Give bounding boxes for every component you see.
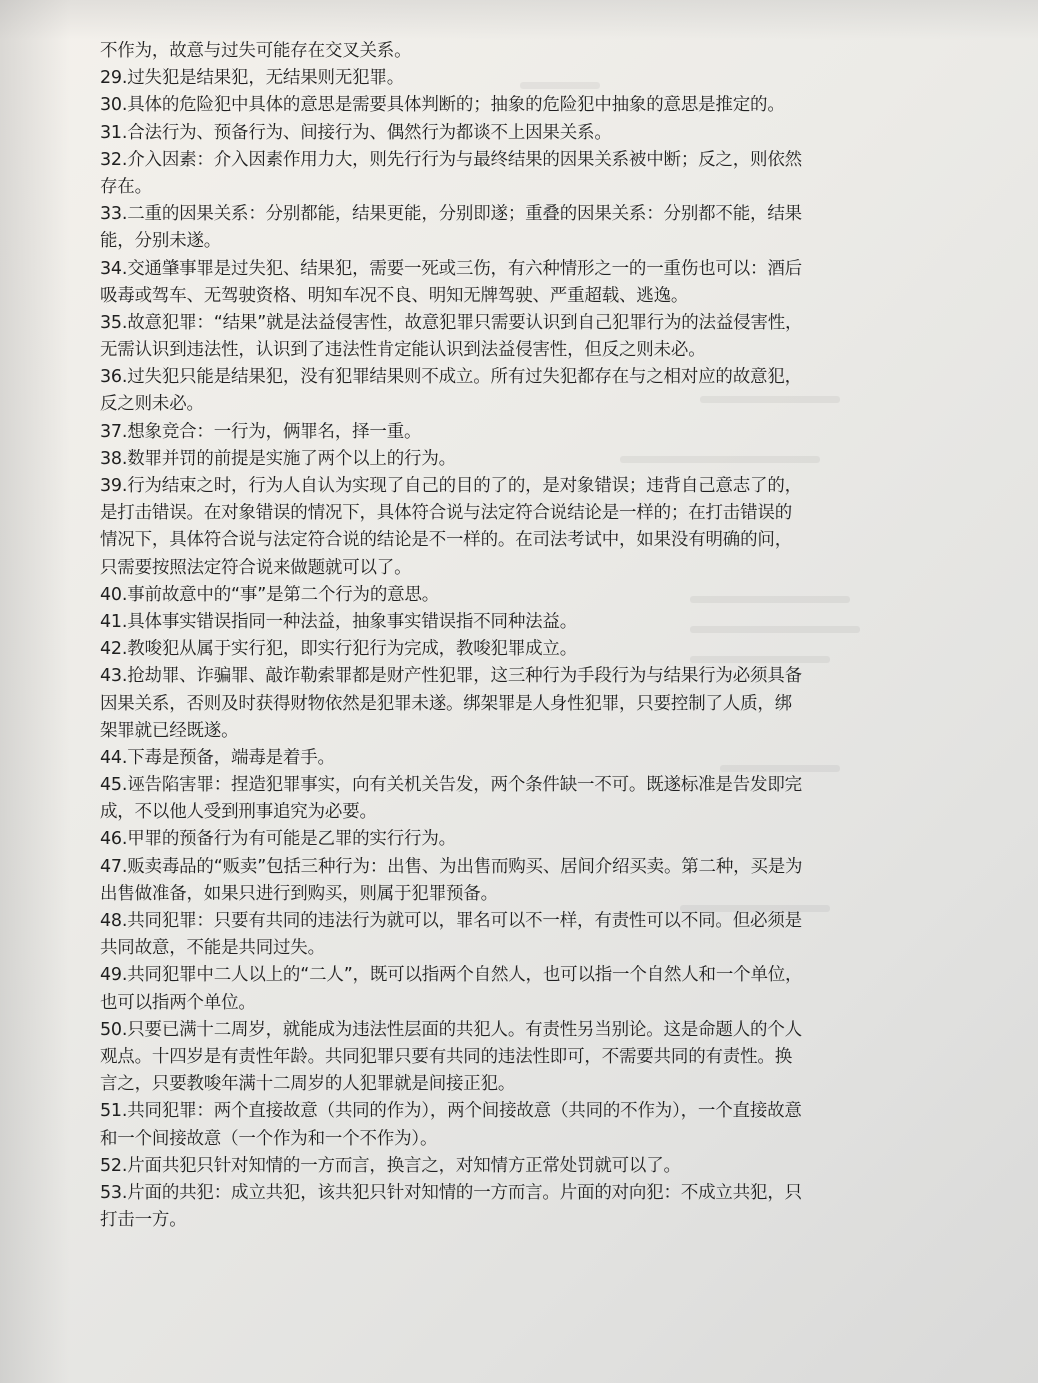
text-line: 存在。 — [100, 176, 152, 197]
text-line: 38.数罪并罚的前提是实施了两个以上的行为。 — [100, 448, 456, 469]
text-line: 30.具体的危险犯中具体的意思是需要具体判断的；抽象的危险犯中抽象的意思是推定的。 — [100, 95, 785, 116]
text-line: 反之则未必。 — [100, 394, 204, 415]
text-line: 42.教唆犯从属于实行犯，即实行犯行为完成，教唆犯罪成立。 — [100, 639, 578, 660]
text-line: 出售做准备，如果只进行到购买，则属于犯罪预备。 — [100, 883, 498, 904]
text-line: 45.诬告陷害罪：捏造犯罪事实，向有关机关告发，两个条件缺一不可。既遂标准是告发即完 — [100, 775, 802, 796]
text-line: 49.共同犯罪中二人以上的“二人”，既可以指两个自然人，也可以指一个自然人和一个单位， — [100, 965, 803, 986]
text-line: 48.共同犯罪：只要有共同的违法行为就可以，罪名可以不一样，有责性可以不同。但必须是 — [100, 911, 802, 931]
text-line: 34.交通肇事罪是过失犯、结果犯，需要一死或三伤，有六种情形之一的一重伤也可以：酒后 — [100, 258, 802, 279]
text-line: 51.共同犯罪：两个直接故意（共同的作为），两个间接故意（共同的不作为），一个直接故意 — [100, 1101, 802, 1122]
text-line: 打击一方。 — [100, 1210, 187, 1231]
text-line: 35.故意犯罪：“结果”就是法益侵害性，故意犯罪只需要认识到自己犯罪行为的法益侵害性， — [100, 312, 803, 333]
text-line: 架罪就已经既遂。 — [100, 720, 239, 741]
text-line: 44.下毒是预备，端毒是着手。 — [100, 747, 335, 768]
text-line: 33.二重的因果关系：分别都能，结果更能，分别即遂；重叠的因果关系：分别都不能，结果 — [100, 204, 802, 225]
text-line: 无需认识到违法性，认识到了违法性肯定能认识到法益侵害性，但反之则未必。 — [100, 340, 706, 361]
text-line: 能，分别未遂。 — [100, 231, 222, 252]
text-line: 成，不以他人受到刑事追究为必要。 — [100, 802, 377, 823]
text-line: 40.事前故意中的“事”是第二个行为的意思。 — [100, 584, 440, 605]
text-line: 32.介入因素：介入因素作用力大，则先行行为与最终结果的因果关系被中断；反之，则依然 — [100, 149, 802, 170]
text-line: 不作为，故意与过失可能存在交叉关系。 — [100, 41, 412, 61]
text-line: 因果关系，否则及时获得财物依然是犯罪未遂。绑架罪是人身性犯罪，只要控制了人质，绑 — [100, 693, 792, 714]
text-line: 47.贩卖毒品的“贩卖”包括三种行为：出售、为出售而购买、居间介绍买卖。第二种，买是为 — [100, 856, 803, 877]
page-shadow-left — [0, 0, 70, 1383]
text-line: 43.抢劫罪、诈骗罪、敲诈勒索罪都是财产性犯罪，这三种行为手段行为与结果行为必须具备 — [100, 666, 802, 687]
text-line: 共同故意，不能是共同过失。 — [100, 938, 325, 959]
text-line: 只需要按照法定符合说来做题就可以了。 — [100, 557, 412, 578]
text-line: 53.片面的共犯：成立共犯，该共犯只针对知情的一方而言。片面的对向犯：不成立共犯，只 — [100, 1182, 802, 1203]
text-line: 39.行为结束之时，行为人自认为实现了自己的目的了的，是对象错误；违背自己意志了的， — [100, 476, 802, 496]
text-line: 和一个间接故意（一个作为和一个不作为）。 — [100, 1128, 438, 1149]
text-line: 36.过失犯只能是结果犯，没有犯罪结果则不成立。所有过失犯都存在与之相对应的故意犯， — [100, 367, 802, 388]
text-line: 情况下，具体符合说与法定符合说的结论是不一样的。在司法考试中，如果没有明确的问， — [100, 530, 792, 551]
text-line: 52.片面共犯只针对知情的一方而言，换言之，对知情方正常处罚就可以了。 — [100, 1155, 681, 1176]
text-line: 也可以指两个单位。 — [100, 992, 256, 1013]
page-shadow-top — [0, 0, 1038, 40]
text-line: 41.具体事实错误指同一种法益，抽象事实错误指不同种法益。 — [100, 611, 578, 632]
text-line: 吸毒或驾车、无驾驶资格、明知车况不良、明知无牌驾驶、严重超载、逃逸。 — [100, 285, 689, 306]
text-line: 37.想象竞合：一行为，俩罪名，择一重。 — [100, 421, 422, 442]
text-line: 29.过失犯是结果犯，无结果则无犯罪。 — [100, 68, 405, 89]
text-line: 31.合法行为、预备行为、间接行为、偶然行为都谈不上因果关系。 — [100, 122, 612, 143]
text-line: 46.甲罪的预备行为有可能是乙罪的实行行为。 — [100, 829, 456, 850]
text-line: 是打击错误。在对象错误的情况下，具体符合说与法定符合说结论是一样的；在打击错误的 — [100, 503, 792, 524]
text-line: 言之，只要教唆年满十二周岁的人犯罪就是间接正犯。 — [100, 1074, 516, 1095]
text-line: 50.只要已满十二周岁，就能成为违法性层面的共犯人。有责性另当别论。这是命题人的个人 — [100, 1019, 802, 1040]
document-text-block — [100, 38, 900, 1234]
text-line: 观点。十四岁是有责性年龄。共同犯罪只要有共同的违法性即可，不需要共同的有责性。换 — [100, 1046, 792, 1067]
